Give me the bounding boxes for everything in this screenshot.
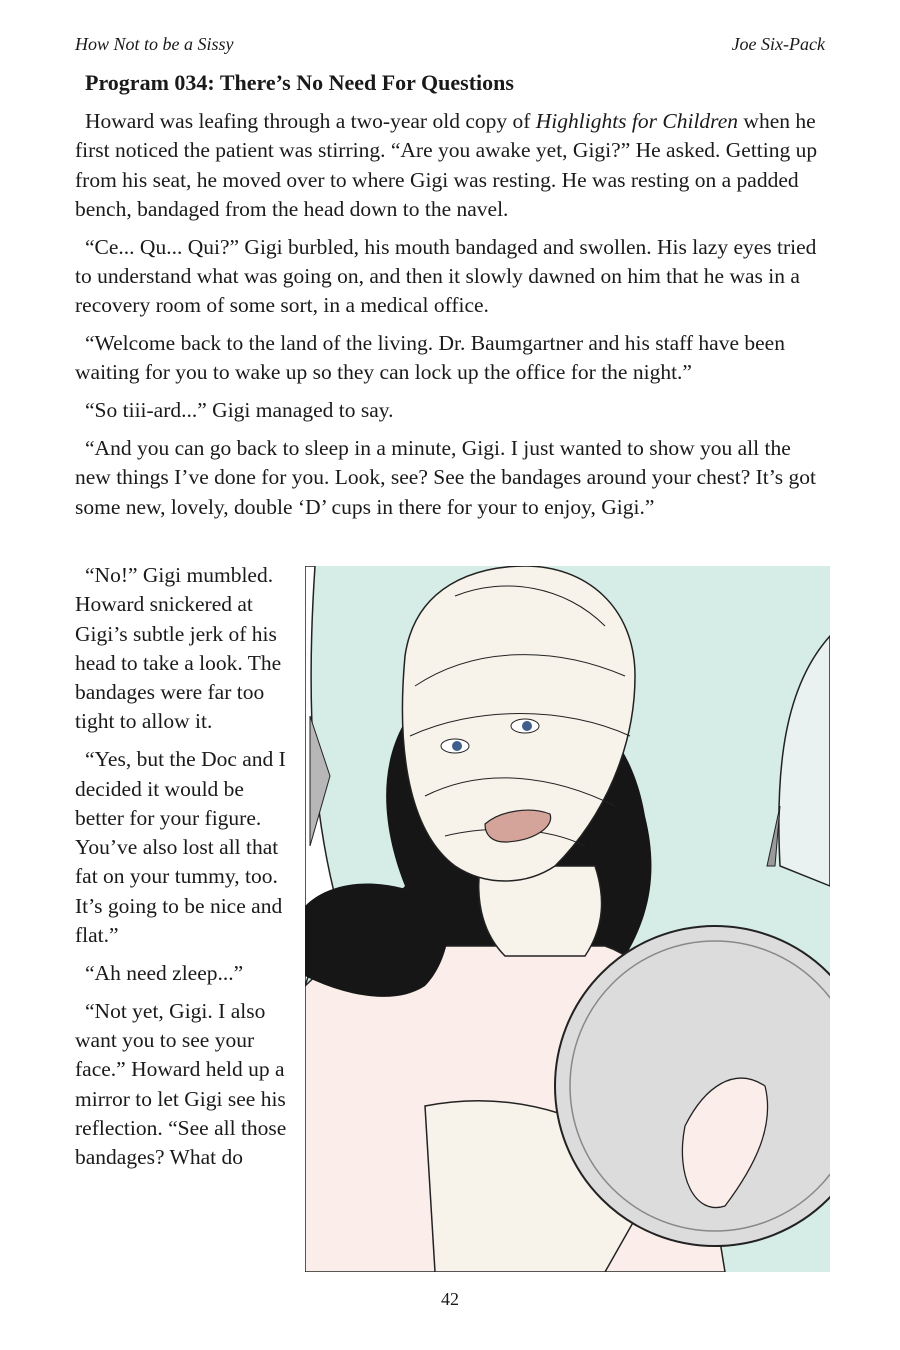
paragraph: “Ah need zleep...” [85, 960, 244, 985]
running-header [75, 34, 825, 58]
side-column-text [75, 561, 287, 1181]
paragraph: “Yes, but the Doc and I decided it would be better for your figure. You’ve also lost all that fat on your tummy, too. It’s going to be nice and flat.” [75, 747, 286, 948]
illustration [305, 566, 830, 1272]
paragraph: “Welcome back to the land of the living. Dr. Baumgartner and his staff have been waiting for you to wake up so they can lock up the office for the night.” [75, 331, 785, 385]
bandaged-patient-illustration [305, 566, 830, 1272]
book-title: How Not to be a Sissy [75, 34, 234, 54]
paragraph: “Not yet, Gigi. I also want you to see your face.” Howard held up a mirror to let Gigi see his reflection. “See all those bandages? What do [75, 998, 287, 1170]
page-number: 42 [441, 1289, 459, 1309]
magazine-title: Highlights for Children [535, 109, 739, 133]
paragraph: “Ce... Qu... Qui?” Gigi burbled, his mouth bandaged and swollen. His lazy eyes tried to understand what was going on, and then it slowly dawned on him that he was in a recovery room of some sort, in a medical office. [75, 234, 817, 318]
author-name: Joe Six-Pack [731, 34, 825, 54]
paragraph: “No!” Gigi mumbled. Howard snickered at Gigi’s subtle jerk of his head to take a look. The bandages were far too tight to allow it. [75, 563, 282, 734]
main-text [75, 107, 827, 530]
paragraph: Howard was leafing through a two-year old copy of Highlights for Children when he first noticed the patient was stirring. “Are you awake yet, Gigi?” He asked. Getting up from his seat, he moved over to where Gigi was resting. He was resting on a padded bench, bandaged from the head down to the navel. [75, 109, 818, 221]
paragraph: “And you can go back to sleep in a minute, Gigi. I just wanted to show you all the new things I’ve done for you. Look, see? See the bandages around your chest? It’s got some new, lovely, double ‘D’ cups in there for your to enjoy, Gigi.” [75, 435, 816, 519]
paragraph: “So tiii-ard...” Gigi managed to say. [85, 398, 394, 423]
chapter-title: Program 034: There’s No Need For Questions [85, 70, 514, 95]
